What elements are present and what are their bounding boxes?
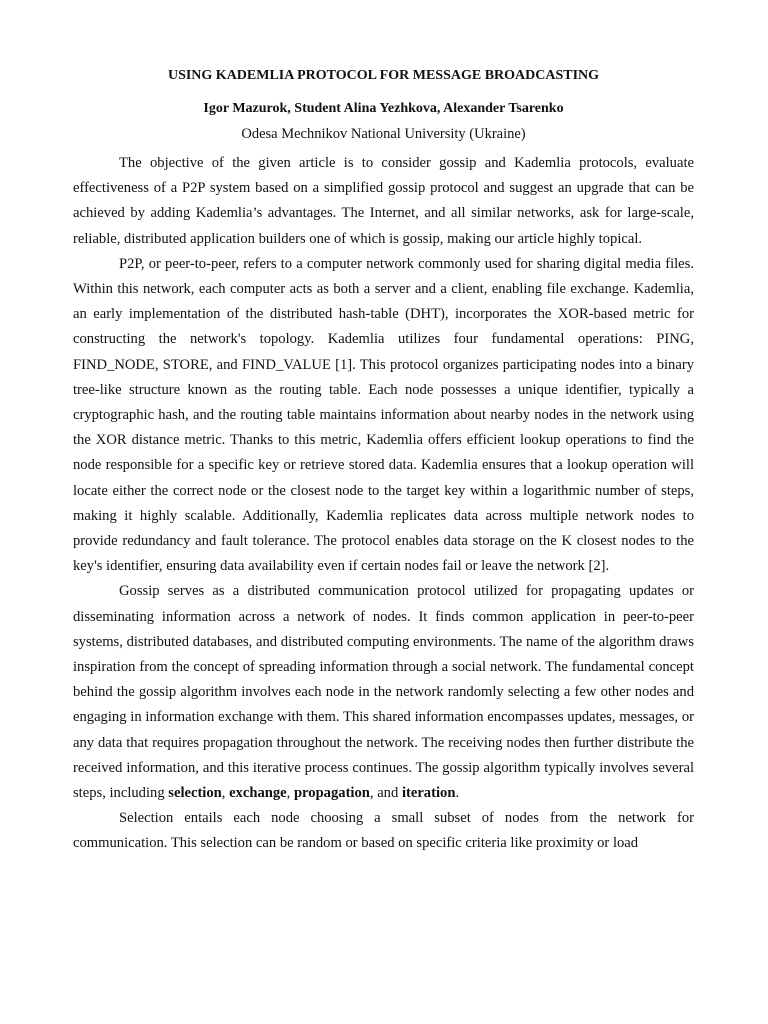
article-authors: Igor Mazurok, Student Alina Yezhkova, Alexander Tsarenko (203, 101, 564, 116)
paragraph-p2p-kademlia: P2P, or peer-to-peer, refers to a computer network commonly used for sharing digital media files. Within this network, each computer acts as both a server and a client, enabling file exchange. Kademlia, an early implementation of the distributed hash-table (DHT), incorporates the XOR-based metric for constructing the network's topology. Kademlia utilizes four fundamental operations: PING, FIND_NODE, STORE, and FIND_VALUE [1]. This protocol organizes participating nodes into a binary tree-like structure known as the routing table. Each node possesses a unique identifier, typically a cryptographic hash, and the routing table maintains information about nearby nodes in the network using the XOR distance metric. Thanks to this metric, Kademlia offers efficient lookup operations to find the node responsible for a specific key or retrieve stored data. Kademlia ensures that a lookup operation will locate either the correct node or the closest node to the target key within a logarithmic number of steps, making it highly scalable. Additionally, Kademlia replicates data across multiple network nodes to provide redundancy and fault tolerance. The protocol enables data storage on the K closest nodes to the key's identifier, ensuring data availability even if certain nodes fail or leave the network [2]. (73, 255, 694, 575)
term-propagation: propagation (293, 785, 370, 802)
article-body (73, 151, 694, 857)
article-affiliation: Odesa Mechnikov National University (Ukraine) (241, 126, 526, 142)
paragraph-objective: The objective of the given article is to consider gossip and Kademlia protocols, evaluate effectiveness of a P2P system based on a simplified gossip protocol and suggest an upgrade that can be achieved by adding Kademlia’s advantages. The Internet, and all similar networks, ask for large-scale, reliable, distributed application builders one of which is gossip, making our article highly topical. (73, 155, 694, 247)
article-page (73, 66, 694, 857)
article-title: USING KADEMLIA PROTOCOL FOR MESSAGE BROADCASTING (167, 68, 600, 83)
paragraph-selection: Selection entails each node choosing a small subset of nodes from the network for communication. This selection can be random or based on specific criteria like proximity or load (73, 810, 694, 852)
sentence-end: . (455, 785, 460, 802)
separator: , (286, 785, 294, 802)
term-selection: selection (168, 785, 222, 802)
gossip-text: Gossip serves as a distributed communication protocol utilized for propagating updates or disseminating information across a network of nodes. It finds common application in peer-to-peer systems, distributed databases, and distributed computing environments. The name of the algorithm draws inspiration from the concept of spreading information through a social network. The fundamental concept behind the gossip algorithm involves each node in the network randomly selecting a few other nodes and engaging in information exchange with them. This shared information encompasses updates, messages, or any data that requires propagation throughout the network. The receiving nodes then further distribute the received information, and this iterative process continues. The gossip algorithm typically involves several steps, including (73, 583, 694, 802)
term-iteration: iteration (401, 785, 456, 802)
separator: , (221, 785, 230, 802)
term-exchange: exchange (229, 785, 287, 802)
separator: , and (369, 785, 402, 802)
paragraph-gossip (73, 579, 694, 806)
